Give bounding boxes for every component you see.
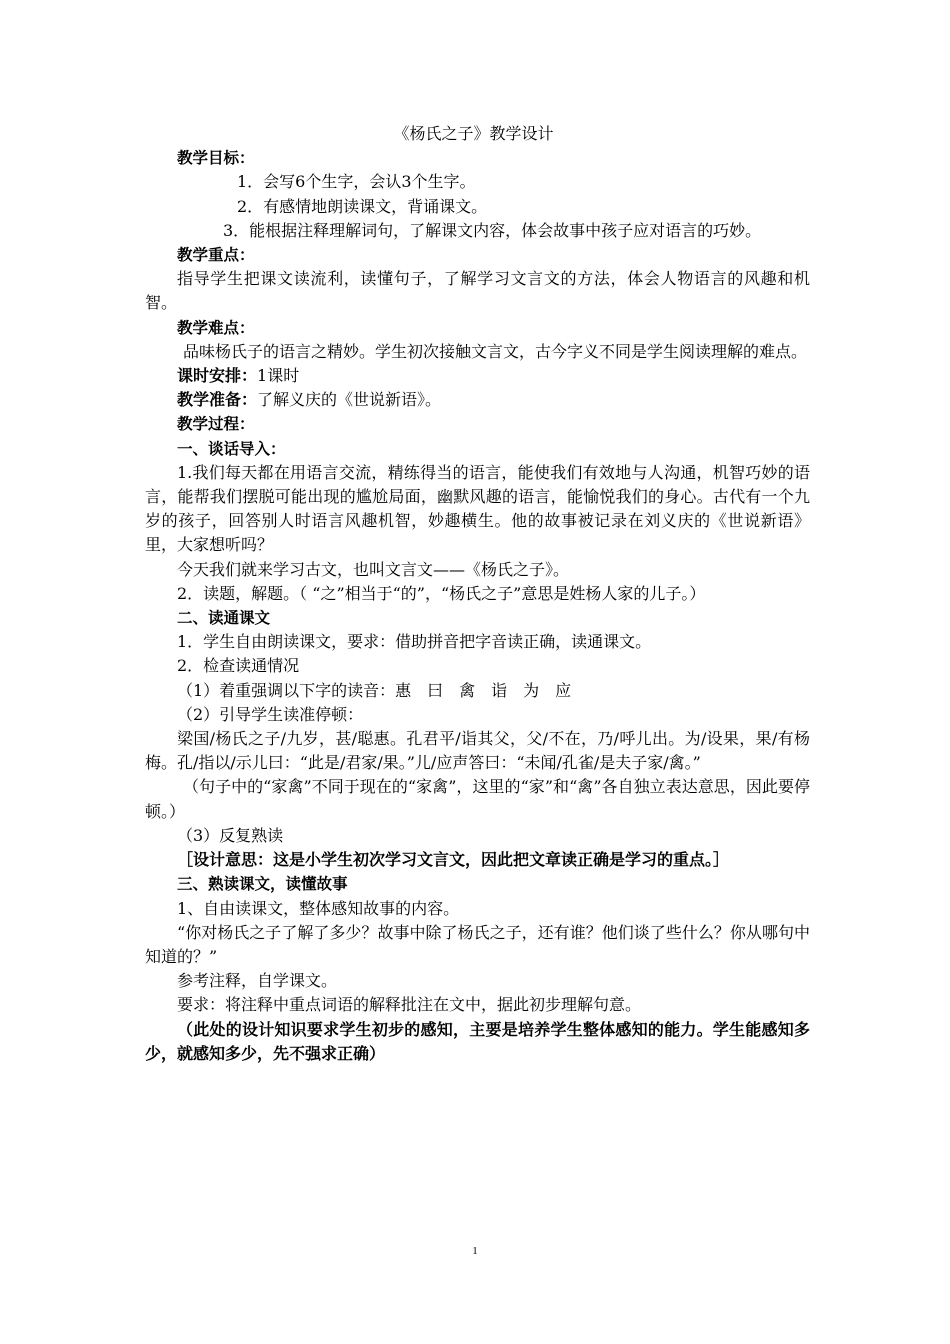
objectives-heading: 教学目标： <box>177 149 255 168</box>
schedule-line <box>145 364 810 388</box>
process-heading: 教学过程： <box>177 415 255 434</box>
section2-paragraph-7: （3）反复熟读 <box>177 825 284 845</box>
objective-2: 2．有感情地朗读课文，背诵课文。 <box>237 196 488 216</box>
schedule-label: 课时安排： <box>177 366 258 386</box>
section2-paragraph-6: （句子中的“家禽”不同于现在的“家禽”，这里的“家”和“禽”各自独立表达意思，因此要停顿。） <box>145 777 810 821</box>
prep-value: 了解义庆的《世说新语》。 <box>257 390 442 410</box>
schedule-value: 1课时 <box>257 366 300 386</box>
document-title: 《杨氏之子》教学设计 <box>393 124 554 143</box>
section2-paragraph-2: 2．检查读通情况 <box>177 656 300 676</box>
key-points-text: 指导学生把课文读流利，读懂句子，了解学习文言文的方法，体会人物语言的风趣和机智。 <box>145 269 810 313</box>
section3-design-note: （此处的设计知识要求学生初步的感知，主要是培养学生整体感知的能力。学生能感知多少，就感知多少，先不强求正确） <box>145 1019 810 1063</box>
section2-heading: 二、读通课文 <box>177 609 271 628</box>
prep-label: 教学准备： <box>177 390 258 410</box>
document-body <box>145 122 810 1066</box>
section1-paragraph-1: 1.我们每天都在用语言交流，精练得当的语言，能使我们有效地与人沟通，机智巧妙的语言，能帮我们摆脱可能出现的尴尬局面，幽默风趣的语言，能愉悦我们的身心。古代有一个九岁的孩子，回答别人时语言风趣机智，妙趣横生。他的故事被记录在刘义庆的《世说新语》里，大家想听吗？ <box>145 462 810 555</box>
objective-3: 3．能根据注释理解词句，了解课文内容，体会故事中孩子应对语言的巧妙。 <box>223 220 762 240</box>
objective-1: 1．会写6个生字，会认3个生字。 <box>237 172 476 192</box>
page-number: 1 <box>472 1245 478 1257</box>
section2-design-note: ［设计意思：这是小学生初次学习文言文，因此把文章读正确是学习的重点。］ <box>177 850 730 870</box>
section2-paragraph-1: 1．学生自由朗读课文，要求：借助拼音把字音读正确，读通课文。 <box>177 632 652 652</box>
section2-paragraph-4: （2）引导学生读准停顿： <box>177 704 364 724</box>
section3-heading: 三、熟读课文，读懂故事 <box>177 875 348 894</box>
section1-paragraph-2: 今天我们就来学习古文，也叫文言文——《杨氏之子》。 <box>177 559 570 579</box>
difficulty-heading: 教学难点： <box>177 318 255 337</box>
section2-paragraph-5: 梁国/杨氏之子/九岁，甚/聪惠。孔君平/诣其父，父/不在，乃/呼儿出。为/设果，果/有杨梅。孔/指以/示儿曰：“此是/君家/果。”儿/应声答曰：“未闻/孔雀/是夫子家/禽。” <box>145 729 810 773</box>
section2-paragraph-3: （1）着重强调以下字的读音：惠 曰 禽 诣 为 应 <box>177 680 572 700</box>
section3-paragraph-2: “你对杨氏之子了解了多少？故事中除了杨氏之子，还有谁？他们谈了些什么？你从哪句中知道的？” <box>145 922 810 966</box>
section1-heading: 一、谈话导入： <box>177 439 286 458</box>
key-points-heading: 教学重点： <box>177 246 255 265</box>
difficulty-text: 品味杨氏子的语言之精妙。学生初次接触文言文，古今字义不同是学生阅读理解的难点。 <box>183 341 808 361</box>
prep-line <box>145 388 810 412</box>
section3-paragraph-3: 参考注释，自学课文。 <box>177 971 338 991</box>
section1-paragraph-3: 2．读题，解题。（ “之”相当于“的”，“杨氏之子”意思是姓杨人家的儿子。） <box>177 583 706 603</box>
section3-paragraph-4: 要求：将注释中重点词语的解释批注在文中，据此初步理解句意。 <box>177 995 642 1015</box>
section3-paragraph-1: 1、自由读课文，整体感知故事的内容。 <box>177 898 460 918</box>
